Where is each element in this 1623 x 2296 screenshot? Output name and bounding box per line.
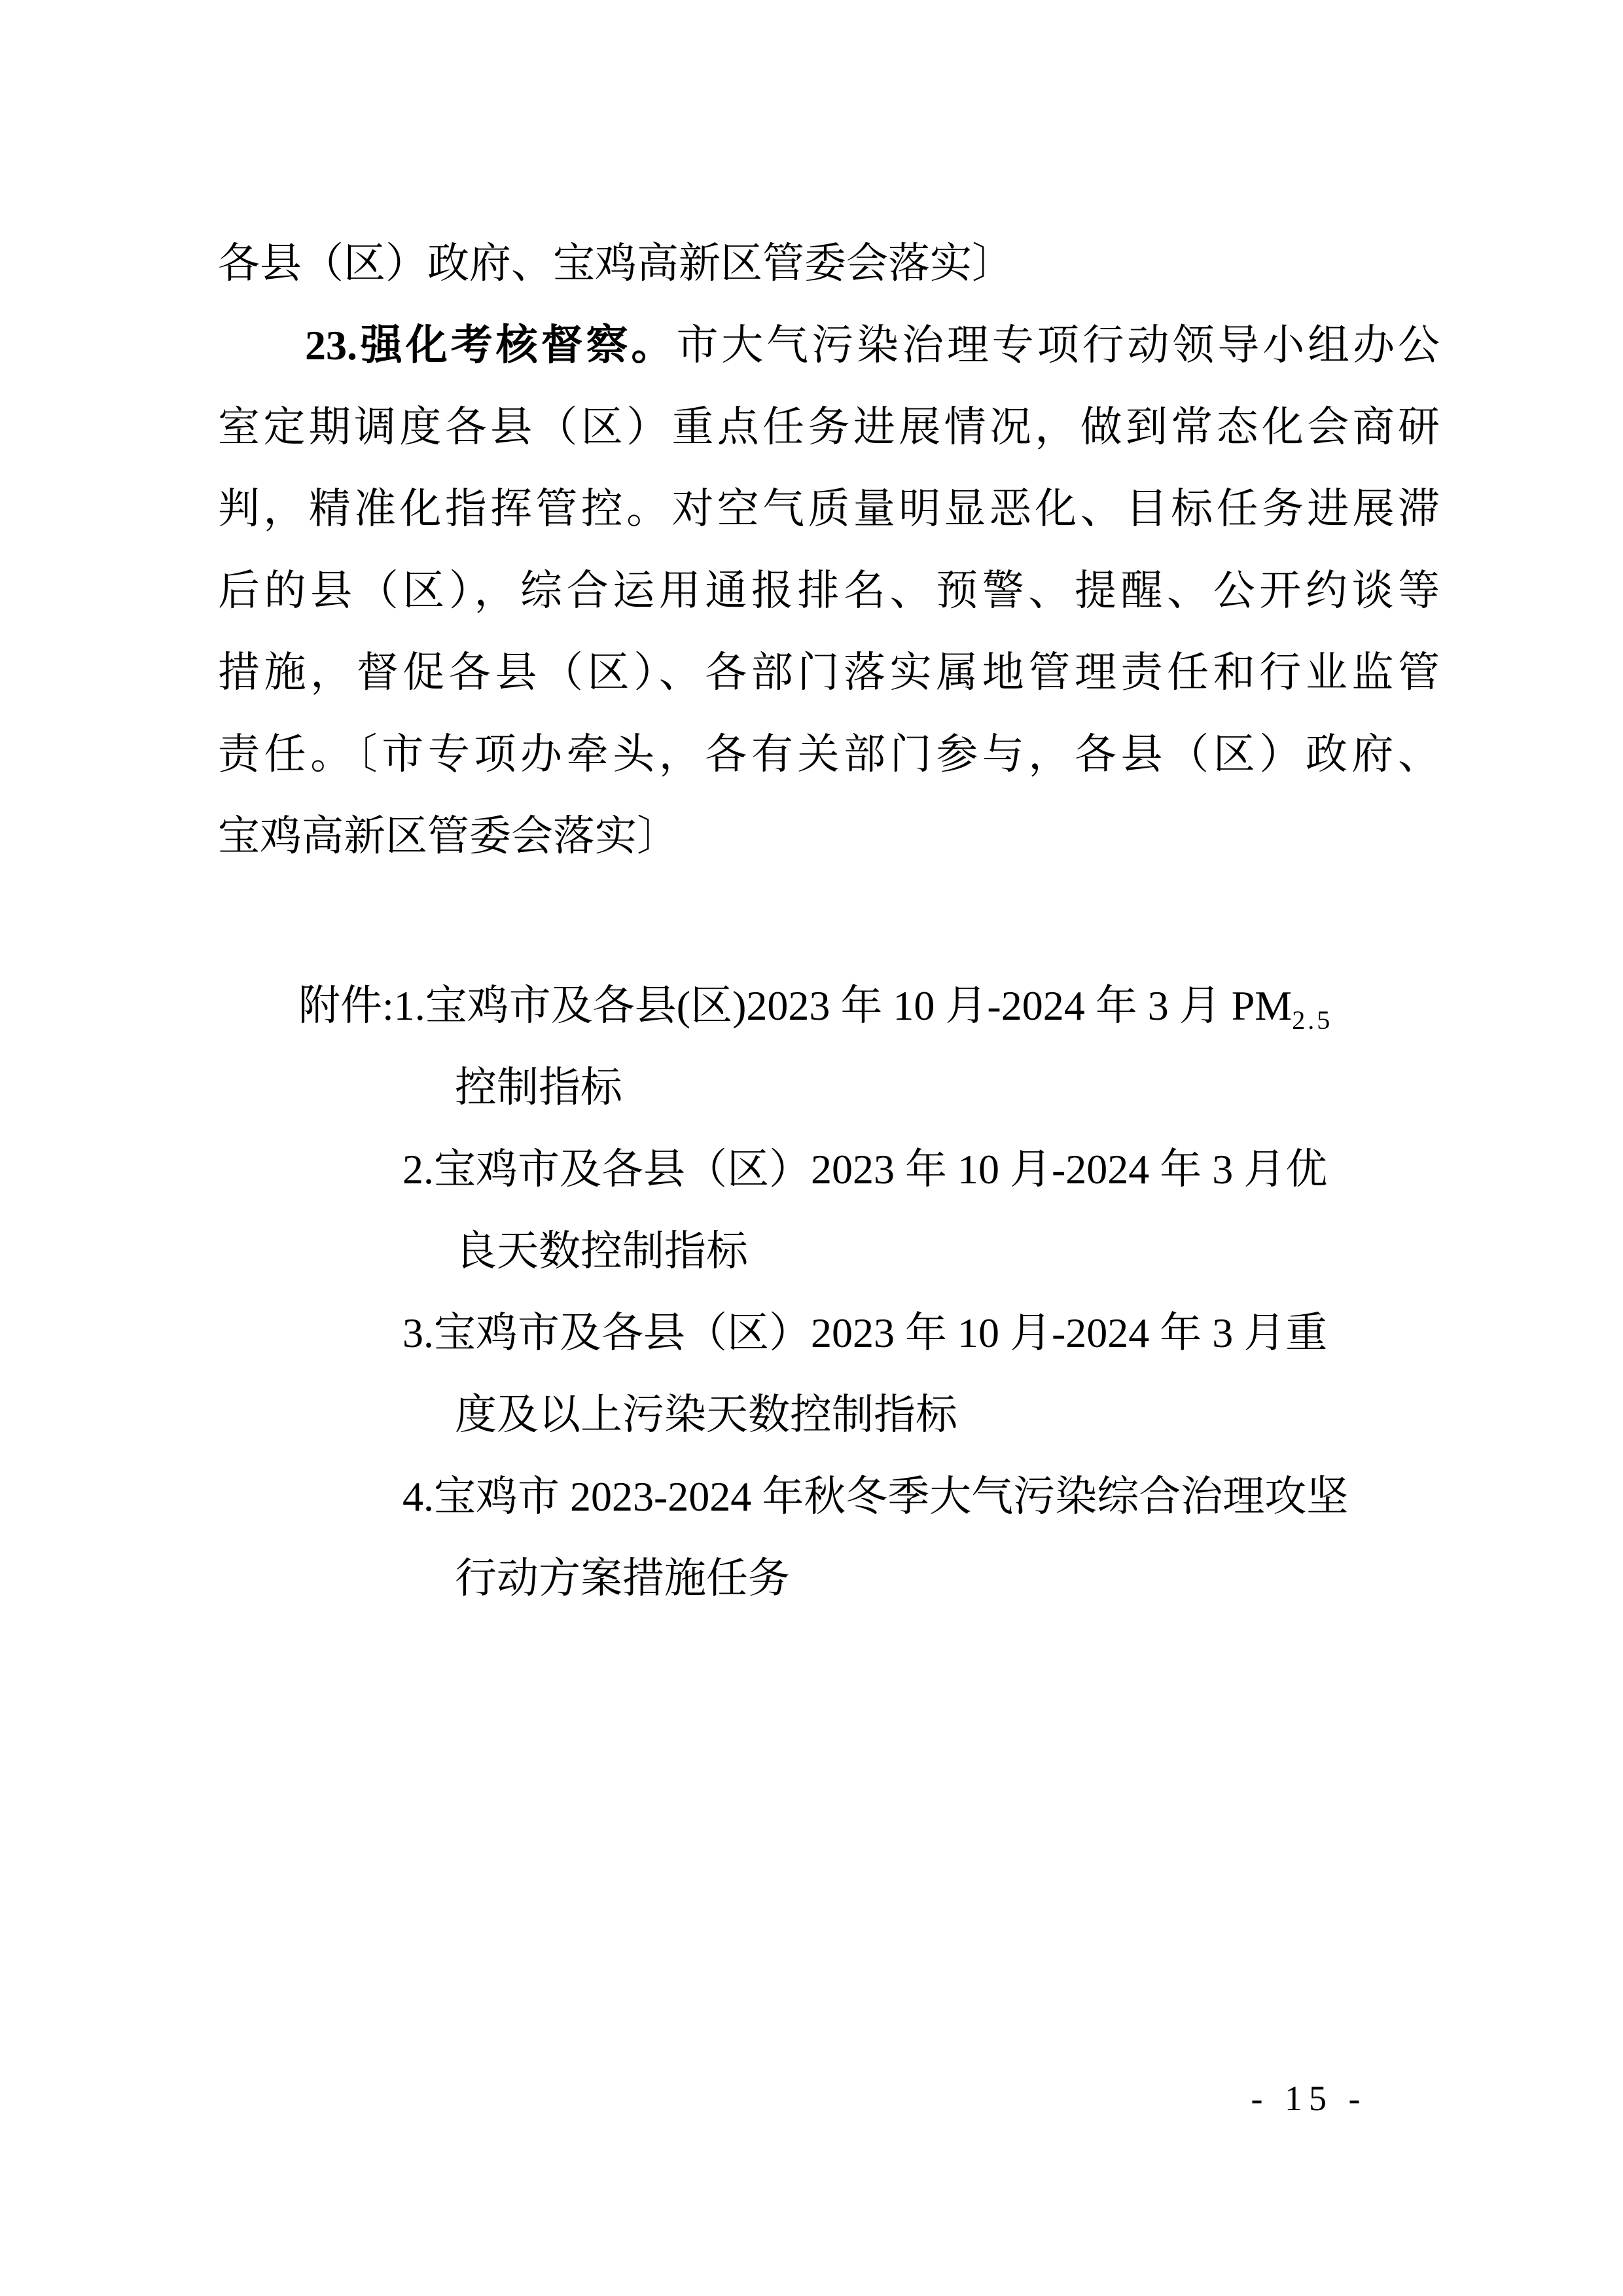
para-line-item23-start [218,304,1440,386]
attachment-item-1-line-1 [218,965,1474,1047]
page-number: - 15 - [1251,2079,1367,2118]
para-line-3: 判，精准化指挥管控。对空气质量明显恶化、目标任务进展滞 [218,486,1440,532]
attachment-item-1-line-2: 控制指标 [455,1064,622,1111]
item23-heading: 23.强化考核督察。 [305,322,677,368]
attachments-list [218,965,1474,1619]
attachment-item-3-line-1: 3.宝鸡市及各县（区）2023 年 10 月-2024 年 3 月重 [402,1310,1328,1356]
item23-after-heading: 市大气污染治理专项行动领导小组办公 [676,322,1440,368]
attachment-item-1-text: 1.宝鸡市及各县(区)2023 年 10 月-2024 年 3 月 PM [393,982,1293,1029]
para-line-2: 室定期调度各县（区）重点任务进展情况，做到常态化会商研 [218,404,1440,450]
para-line-5: 措施，督促各县（区）、各部门落实属地管理责任和行业监管 [218,649,1440,696]
para-line-7-end: 宝鸡高新区管委会落实〕 [218,813,679,859]
attachment-item-2-line-1: 2.宝鸡市及各县（区）2023 年 10 月-2024 年 3 月优 [402,1146,1328,1193]
pm25-subscript: 2.5 [1292,1005,1333,1035]
attachment-item-4-line-2: 行动方案措施任务 [455,1555,790,1602]
para-line-6: 责任。〔市专项办牵头，各有关部门参与，各县（区）政府、 [218,731,1440,778]
body-text [218,223,1440,877]
attachment-item-4-line-1: 4.宝鸡市 2023-2024 年秋冬季大气污染综合治理攻坚 [402,1473,1349,1520]
attachments-label: 附件: [298,982,394,1029]
attachment-item-3-line-2: 度及以上污染天数控制指标 [455,1391,957,1438]
para-line-prev-end: 各县（区）政府、宝鸡高新区管委会落实〕 [218,240,1014,287]
para-line-4: 后的县（区），综合运用通报排名、预警、提醒、公开约谈等 [218,567,1440,614]
attachment-item-2-line-2: 良天数控制指标 [455,1228,748,1274]
